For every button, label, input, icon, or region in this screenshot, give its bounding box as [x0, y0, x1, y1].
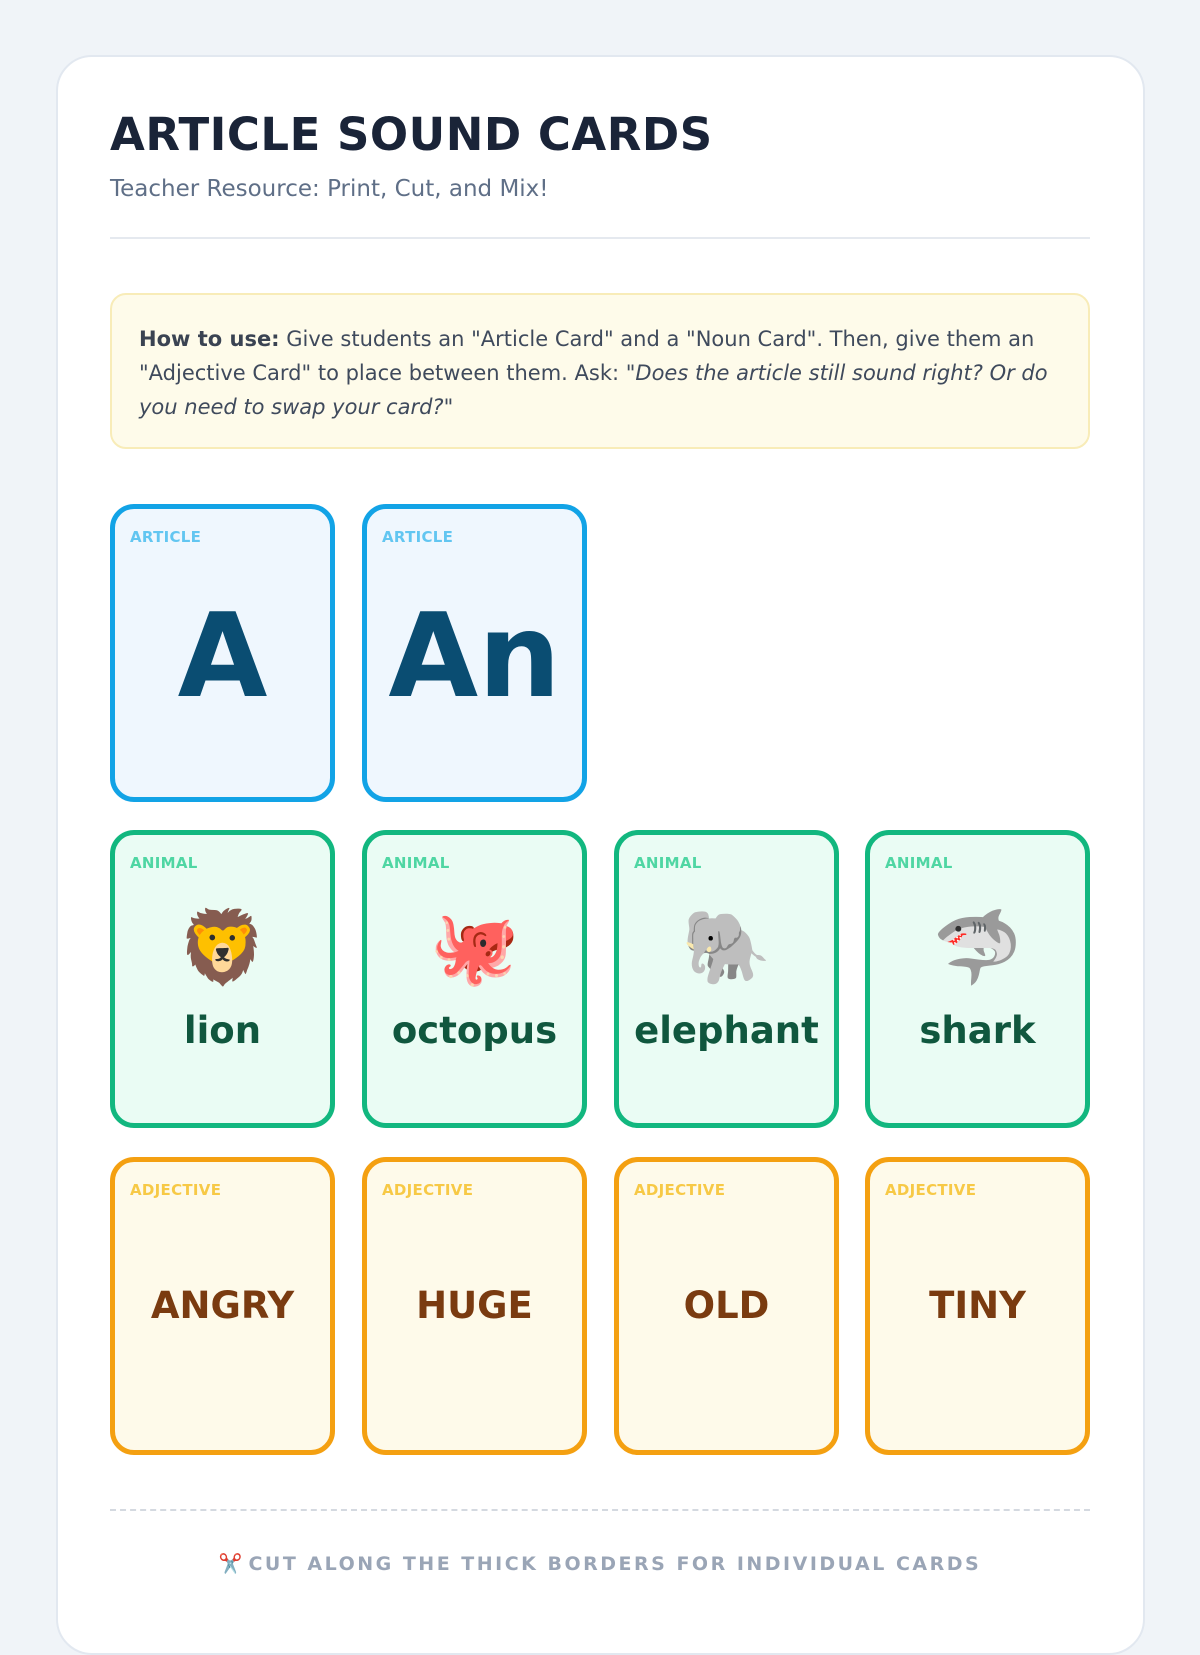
card-category-label: ANIMAL: [382, 854, 450, 872]
cut-line-divider: [110, 1509, 1090, 1511]
card-category-label: ADJECTIVE: [130, 1181, 222, 1199]
card-category-label: ADJECTIVE: [634, 1181, 726, 1199]
page-title: ARTICLE SOUND CARDS: [110, 108, 713, 161]
adjective-card: [865, 1157, 1090, 1455]
adjective-card: [362, 1157, 587, 1455]
animal-word: shark: [919, 1009, 1036, 1052]
animal-card: [110, 830, 335, 1128]
footer-note-text: CUT ALONG THE THICK BORDERS FOR INDIVIDUAL CARDS: [248, 1553, 982, 1575]
animal-card: [865, 830, 1090, 1128]
card-category-label: ANIMAL: [885, 854, 953, 872]
article-word: An: [388, 589, 561, 724]
animal-card: [362, 830, 587, 1128]
animal-word: lion: [183, 1009, 262, 1052]
elephant-icon: 🐘: [681, 905, 772, 989]
instructions-body: Give students an "Article Card" and a "Noun Card". Then, give them an "Adjective Card" to place between them. Ask:: [139, 327, 1035, 385]
instructions-question: "Does the article still sound right? Or do you need to swap your card?": [139, 361, 1048, 419]
adjective-word: OLD: [683, 1284, 770, 1327]
footer-note: [0, 1552, 1200, 1575]
shark-icon: 🦈: [932, 905, 1023, 989]
scissors-icon: ✂️: [218, 1553, 243, 1575]
card-category-label: ANIMAL: [634, 854, 702, 872]
animal-card: [614, 830, 839, 1128]
article-word: A: [177, 589, 268, 724]
article-card: [110, 504, 335, 802]
animal-word: octopus: [391, 1009, 558, 1052]
instructions-label: How to use:: [139, 327, 280, 351]
page-subtitle: Teacher Resource: Print, Cut, and Mix!: [110, 176, 549, 202]
header-divider: [110, 237, 1090, 239]
card-category-label: ARTICLE: [130, 528, 202, 546]
animal-word: elephant: [634, 1009, 819, 1052]
octopus-icon: 🐙: [429, 905, 520, 989]
adjective-card: [110, 1157, 335, 1455]
adjective-card: [614, 1157, 839, 1455]
adjective-word: HUGE: [416, 1284, 533, 1327]
card-category-label: ANIMAL: [130, 854, 198, 872]
card-category-label: ADJECTIVE: [885, 1181, 977, 1199]
adjective-word: TINY: [929, 1284, 1026, 1327]
article-card: [362, 504, 587, 802]
instructions-box: [110, 293, 1090, 449]
adjective-word: ANGRY: [150, 1284, 295, 1327]
card-category-label: ARTICLE: [382, 528, 454, 546]
card-category-label: ADJECTIVE: [382, 1181, 474, 1199]
lion-icon: 🦁: [177, 905, 268, 989]
